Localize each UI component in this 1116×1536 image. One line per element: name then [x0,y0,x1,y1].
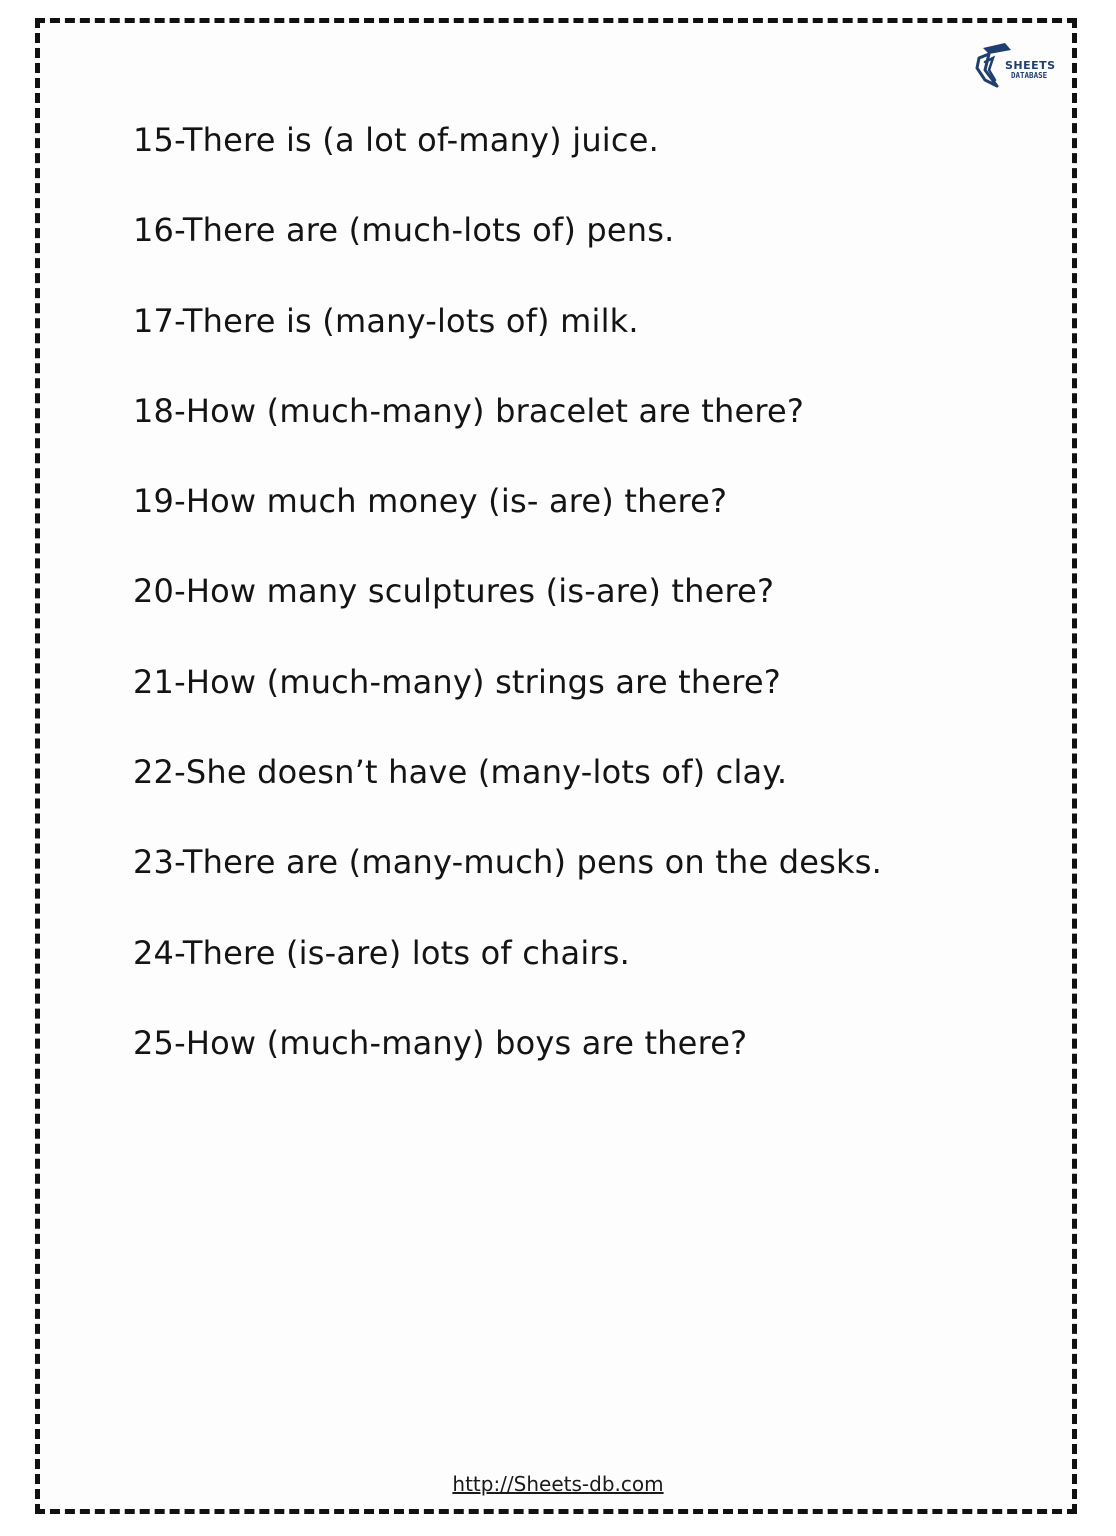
question-21: 21-How (much-many) strings are there? [133,662,781,701]
logo-word: SHEETS [1005,59,1056,72]
sheets-database-logo [975,40,1067,92]
question-list [133,116,882,1109]
question-17: 17-There is (many-lots of) milk. [133,301,639,340]
footer-website-link[interactable]: http://Sheets-db.com [452,1472,664,1496]
question-24: 24-There (is-are) lots of chairs. [133,933,631,972]
question-18: 18-How (much-many) bracelet are there? [133,391,805,430]
question-22: 22-She doesn’t have (many-lots of) clay. [133,753,788,792]
logo-subtitle: DATABASE [1011,71,1048,80]
question-20: 20-How many sculptures (is-are) there? [133,572,775,611]
question-25: 25-How (much-many) boys are there? [133,1023,748,1062]
question-15: 15-There is (a lot of-many) juice. [133,121,659,159]
question-23: 23-There are (many-much) pens on the desks. [133,843,883,882]
question-19: 19-How much money (is- are) there? [133,482,728,521]
question-16: 16-There are (much-lots of) pens. [133,211,675,250]
